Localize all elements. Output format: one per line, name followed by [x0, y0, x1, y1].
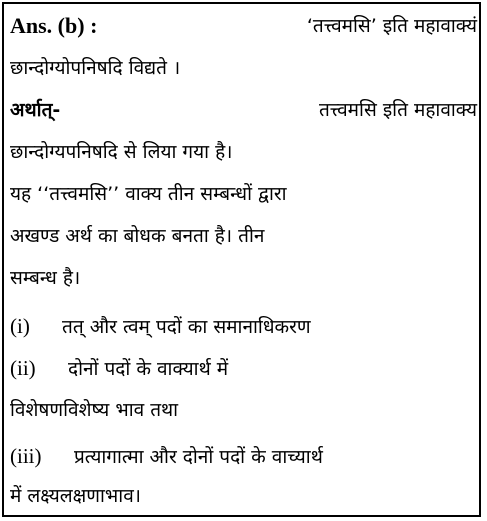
item-number: (ii): [10, 356, 36, 380]
list-item: [10, 440, 477, 472]
watermark: [340, 510, 460, 516]
meaning-heading: अर्थात्-: [10, 99, 61, 121]
meaning-line-2: छान्दोग्यपनिषदि से लिया गया है।: [10, 141, 233, 163]
answer-line-2: छान्दोग्योपनिषदि विद्यते ।: [10, 57, 181, 79]
item-text: प्रत्यागात्मा और दोनों पदों के वाच्यार्थ: [74, 446, 323, 468]
list-item: [10, 310, 477, 342]
list-item: [10, 352, 477, 384]
para-line-1: यह ‘‘तत्त्वमसि’’ वाक्य तीन सम्बन्धों द्वारा: [10, 183, 287, 205]
meaning-text-1: तत्त्वमसि इति महावाक्य: [318, 99, 477, 121]
item-text: दोनों पदों के वाक्यार्थ में: [68, 358, 229, 380]
list-item-continuation: विशेषणविशेष्य भाव तथा: [10, 399, 179, 421]
para-line-3: सम्बन्ध है।: [10, 267, 81, 289]
meaning-line-1: [10, 94, 477, 126]
item-text: तत् और त्वम् पदों का समानाधिकरण: [62, 316, 311, 338]
answer-line-1: [10, 10, 477, 42]
answer-text-1: ‘तत्त्वमसि’ इति महावाक्यं: [306, 15, 477, 37]
answer-label: Ans. (b) :: [10, 13, 98, 38]
item-number: (i): [10, 314, 30, 338]
item-number: (iii): [10, 444, 42, 468]
list-item-continuation: में लक्ष्यलक्षणाभाव।: [10, 485, 141, 507]
para-line-2: अखण्ड अर्थ का बोधक बनता है। तीन: [10, 225, 265, 247]
